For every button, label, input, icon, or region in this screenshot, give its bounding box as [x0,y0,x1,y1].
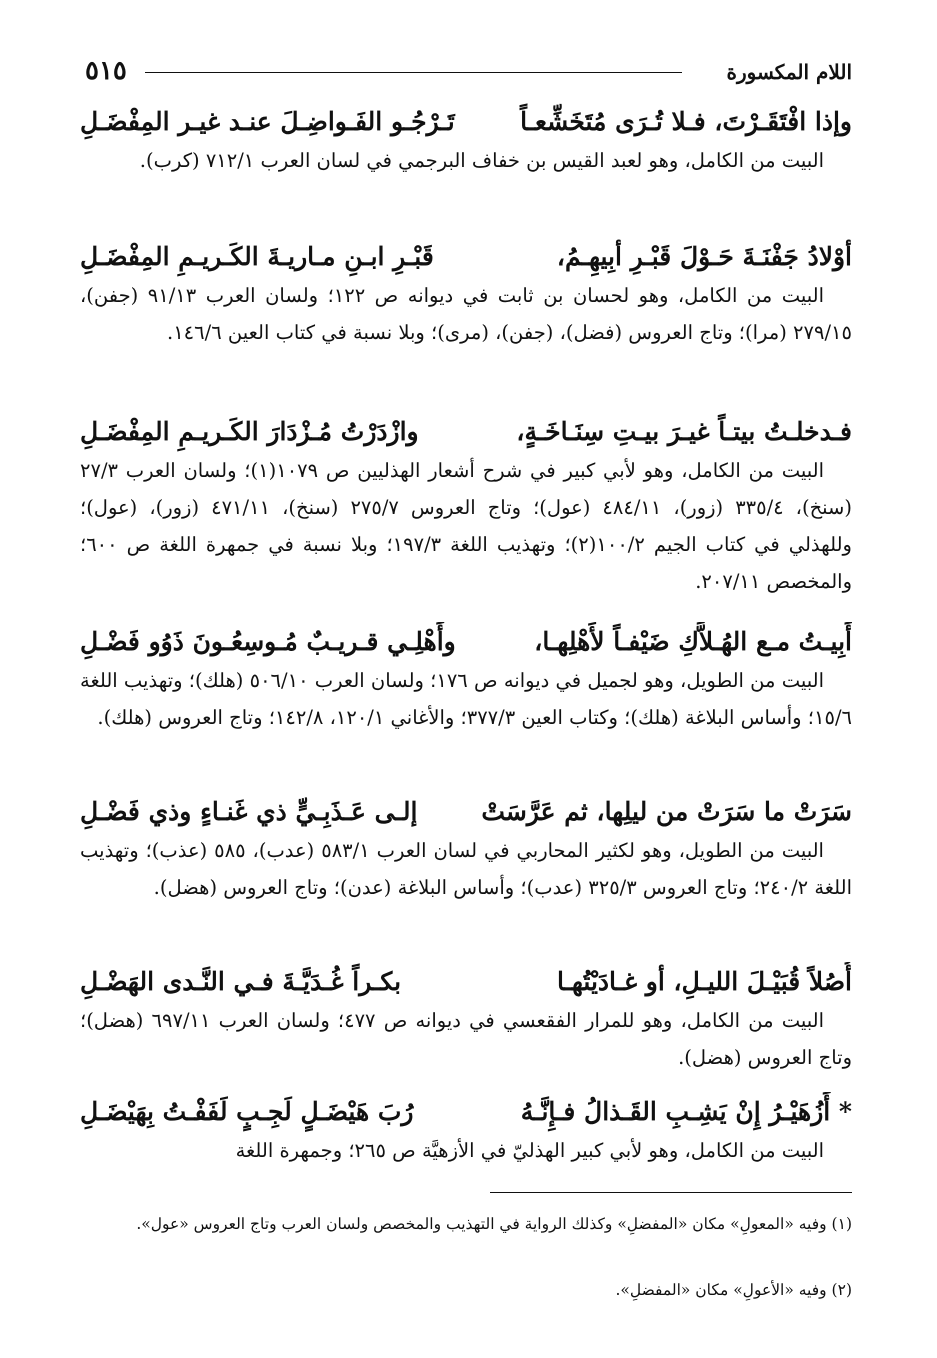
page-header [85,58,852,88]
first-hemistich: أَبِيـتُ مـع الهُـلاَّكِ ضَيْفـاً لأَهْلِهـا، [534,627,852,656]
verse-line [80,412,852,452]
footnote-rule [490,1192,852,1193]
footnote: (١) وفيه «المعولِ» مكان «المفضلِ» وكذلك الرواية في التهذيب والمخصص ولسان العرب وتاج العروس «عول». [136,1215,852,1233]
verse-note: البيت من الكامل، وهو لعبد القيس بن خفاف البرجمي في لسان العرب ٧١٢/١ (كرب). [139,149,824,172]
second-hemistich: قَبْـرِ ابـنِ مـاريـةَ الكَـريـمِ المِفْضَـلِ [80,242,434,271]
verse-entry [80,962,852,1076]
verse-line [80,237,852,277]
header-rule [145,72,682,73]
verse-entry [80,622,852,736]
verse-entry [80,792,852,906]
first-hemistich: أوْلادُ جَفْنَـةَ حَـوْلَ قَبْـرِ أبِيهِـمُ، [556,242,852,271]
running-title: اللام المكسورة [726,60,852,84]
verse-line [80,622,852,662]
second-hemistich: وازْدَرْتُ مُـزْدَارَ الكَـريـمِ المِفْضَـلِ [80,417,419,446]
verse-entry [80,237,852,351]
verse-note: البيت من الطويل، وهو لكثير المحاربي في لسان العرب ٥٨٣/١ (عدب)، ٥٨٥ (عذب)؛ وتهذيب اللغة ٢٤٠/٢؛ وتاج العروس ٣٢٥/٣ (عدب)؛ وأساس البلاغة (عدن)؛ وتاج العروس (هضل). [80,839,852,899]
first-hemistich: أُصُلاً قُبَيْـلَ الليـلِ، أو غـادَيْتُهـا [556,967,852,996]
footnote: (٢) وفيه «الأعولِ» مكان «المفضلِ». [615,1281,852,1299]
second-hemistich: بكـراً غُـدَيَّـةَ فـي النَّـدى الهَضْـلِ [80,967,402,996]
second-hemistich: رُبَ هَيْضَـلٍ لَجِـبٍ لَفَفْـتُ بِهَيْضَـلِ [80,1097,414,1126]
verse-line [80,102,852,142]
page-number: ٥١٥ [85,56,127,86]
second-hemistich: وأَهْلِـي قـريـبٌ مُـوسِعُـونَ ذَوُو فَضْـلِ [80,627,456,656]
verse-note: البيت من الكامل، وهو لأبي كبير في شرح أشعار الهذليين ص ١٠٧٩(١)؛ ولسان العرب ٢٧/٣ (سنخ)، ٣٣٥/٤ (زور)، ٤٨٤/١١ (عول)؛ وتاج العروس ٢٧٥/٧ (سنخ)، ٤٧١/١١ (زور)، (عول)؛ وللهذلي في كتاب الجيم ١٠٠/٢(٢)؛ وتهذيب اللغة ١٩٧/٣؛ وبلا نسبة في جمهرة اللغة ص ٦٠٠؛ والمخصص ٢٠٧/١١. [80,459,852,593]
verse-note: البيت من الكامل، وهو لأبي كبير الهذليّ في الأزهيَّة ص ٢٦٥؛ وجمهرة اللغة [235,1139,824,1162]
verse-entry [80,412,852,600]
first-hemistich: وإذا افْتَقَـرْتَ، فـلا تُـرَى مُتَخَشِّعـاً [520,107,852,136]
verse-note: البيت من الطويل، وهو لجميل في ديوانه ص ١٧٦؛ ولسان العرب ٥٠٦/١٠ (هلك)؛ وتهذيب اللغة ١٥/٦؛ وأساس البلاغة (هلك)؛ وكتاب العين ٣٧٧/٣؛ والأغاني ١٢٠/١، ١٤٢/٨؛ وتاج العروس (هلك). [80,669,852,729]
second-hemistich: إلـى عَـذَبِـيٍّ ذي غَنـاءٍ وذي فَضْـلِ [80,797,418,826]
verse-entry [80,102,852,179]
verse-line [80,792,852,832]
verse-line [80,1092,852,1132]
first-hemistich: * أَزُهَيْـرُ إِنْ يَشِـبِ القَـذالُ فـإِنَّـهُ [520,1097,852,1126]
second-hemistich: تَـرْجُـو الفَـواضِـلَ عنـد غيـر المِفْضَـلِ [80,107,455,136]
verse-note: البيت من الكامل، وهو للمرار الفقعسي في ديوانه ص ٤٧٧؛ ولسان العرب ٦٩٧/١١ (هضل)؛ وتاج العروس (هضل). [80,1009,852,1069]
verse-entry [80,1092,852,1169]
verse-note: البيت من الكامل، وهو لحسان بن ثابت في ديوانه ص ١٢٢؛ ولسان العرب ٩١/١٣ (جفن)، ٢٧٩/١٥ (مرا)؛ وتاج العروس (فضل)، (جفن)، (مرى)؛ وبلا نسبة في كتاب العين ١٤٦/٦. [80,284,852,344]
first-hemistich: سَرَتْ ما سَرَتْ من ليلِها، ثم عَرَّسَتْ [481,797,852,826]
verse-line [80,962,852,1002]
first-hemistich: فـدخلـتُ بيتـاً غيـرَ بيـتِ سِنَـاخَـةٍ، [516,417,852,446]
